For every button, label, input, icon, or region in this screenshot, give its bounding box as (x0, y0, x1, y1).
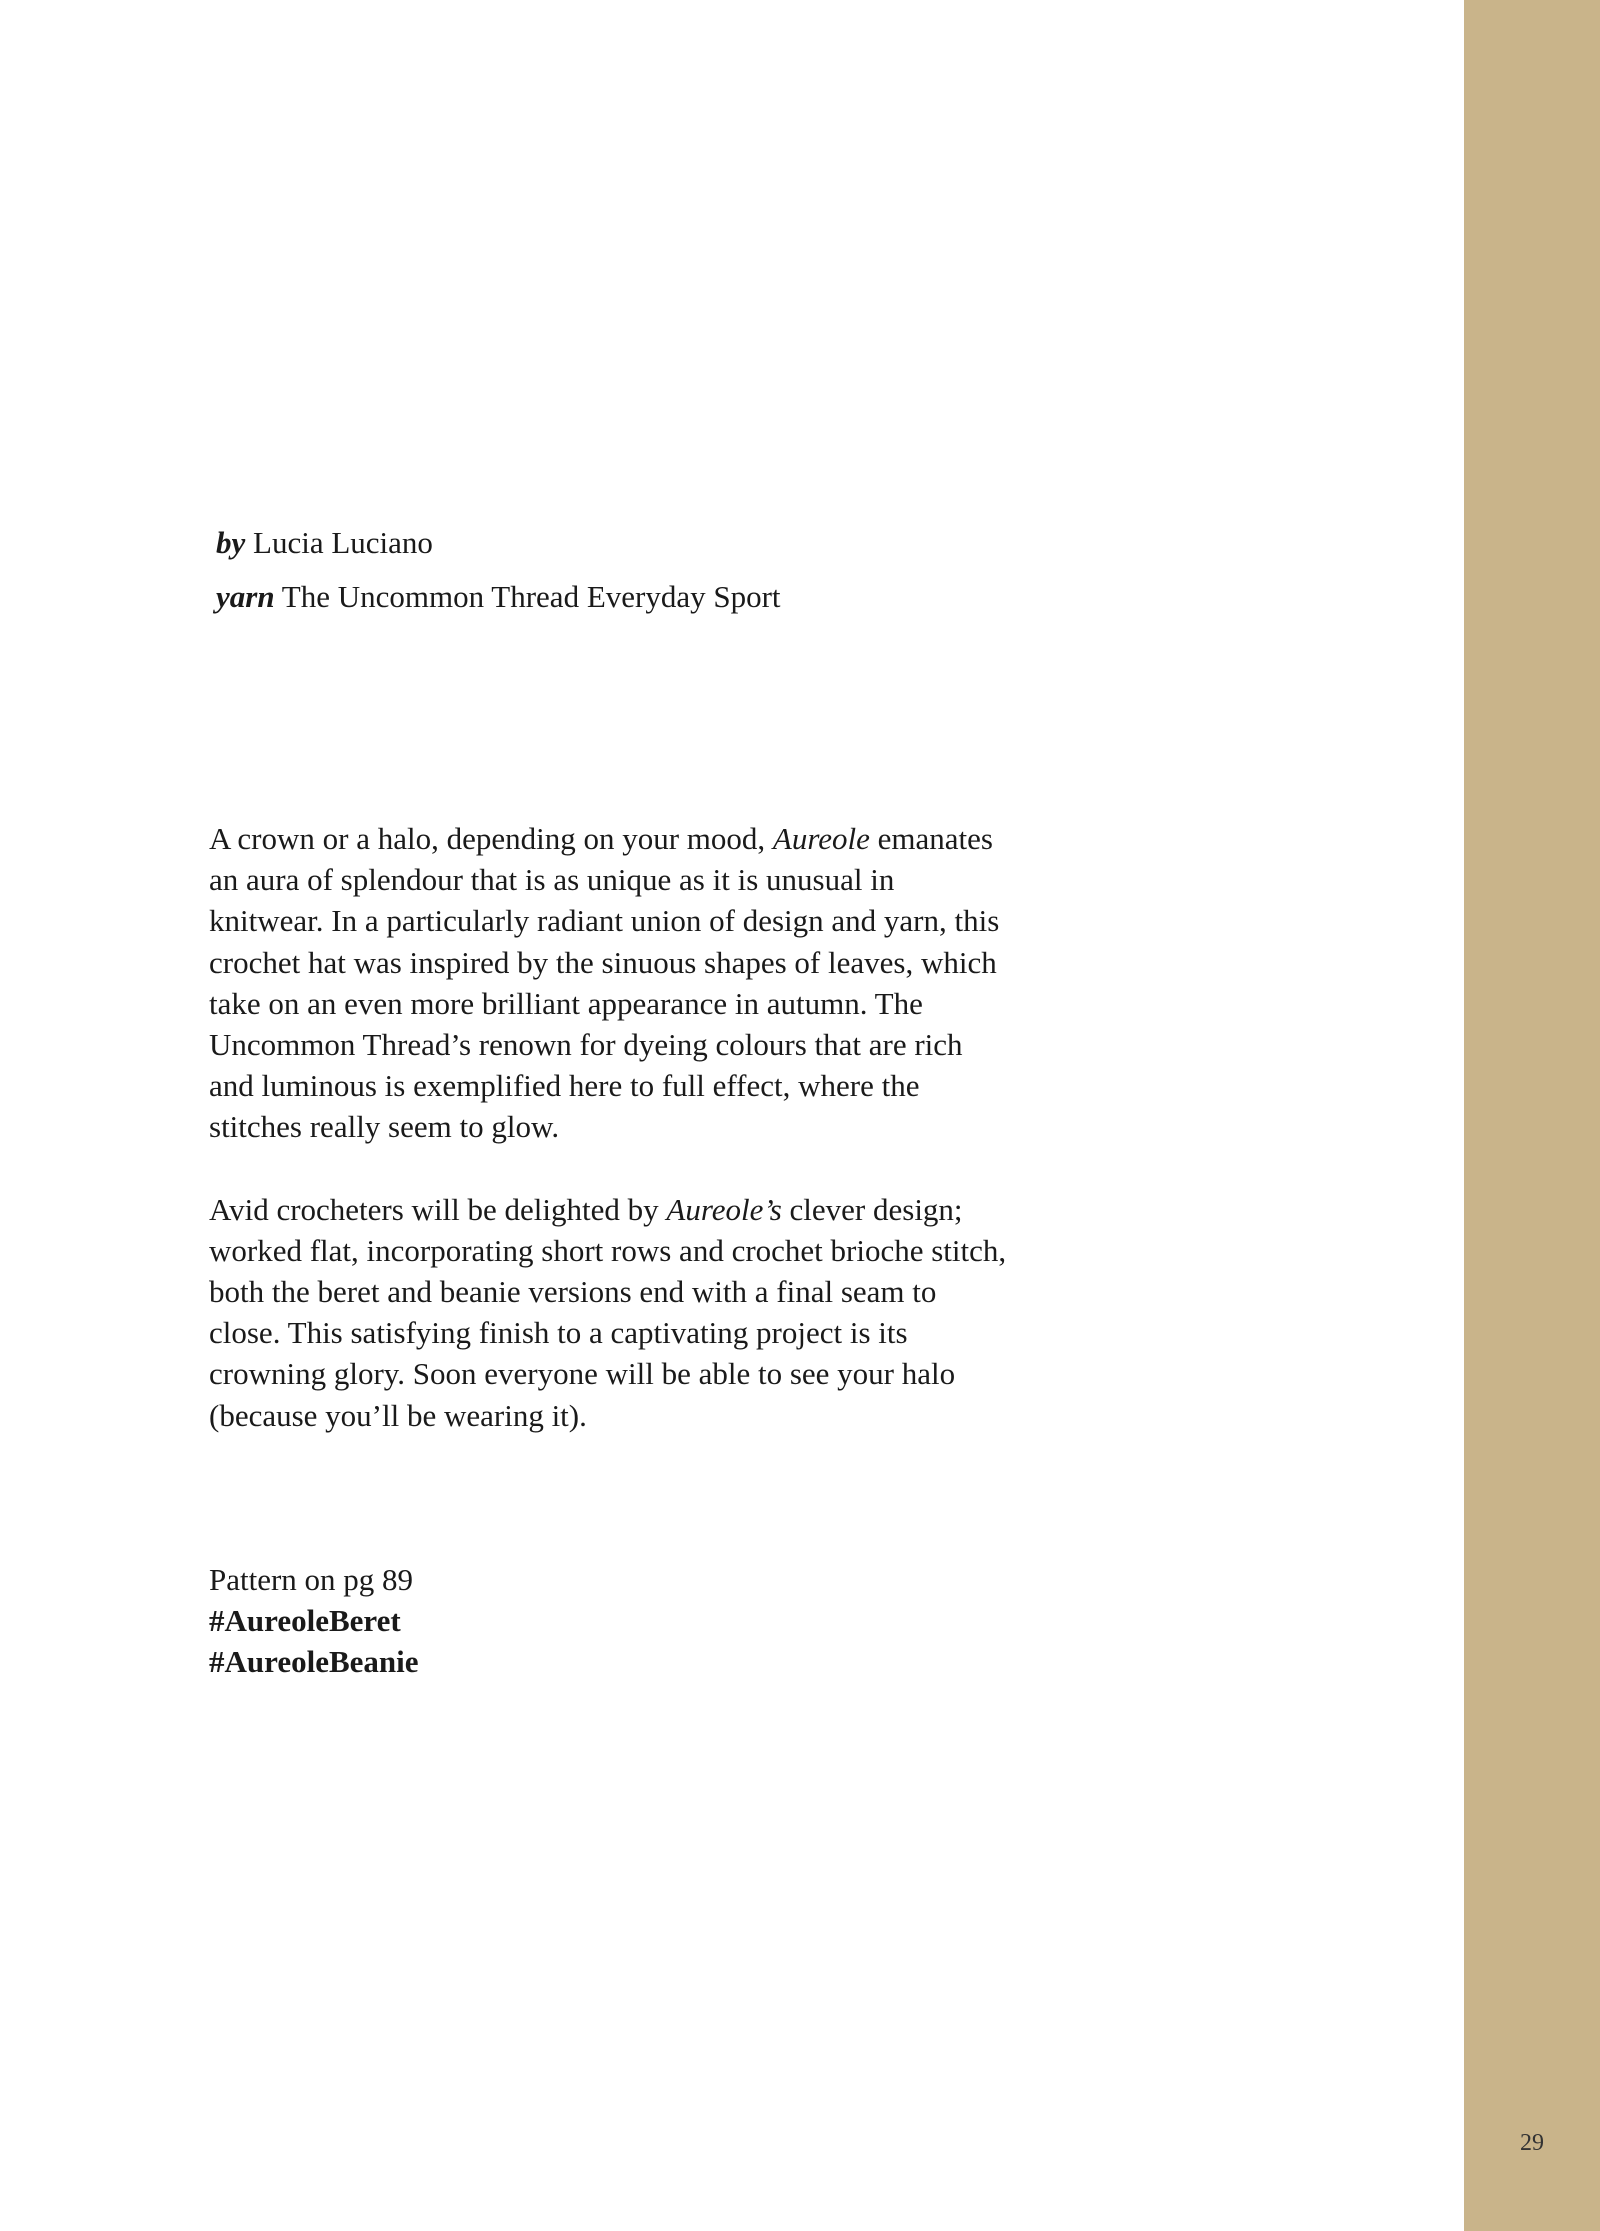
paragraph-1 (209, 818, 1009, 1148)
by-label: by (216, 525, 246, 560)
author-name: Lucia Luciano (253, 525, 433, 560)
page-number: 29 (1520, 2130, 1544, 2156)
yarn-name: The Uncommon Thread Everyday Sport (281, 579, 781, 614)
p2-text-end: clever design; worked flat, incorporating short rows and crochet brioche stitch, both the beret and beanie versions end with a final seam to close. This satisfying finish to a captivating project is its crowning glory. Soon everyone will be able to see your halo (because you’ll be wearing it). (209, 1191, 1007, 1433)
author-line (216, 516, 781, 570)
p2-text-start: Avid crocheters will be delighted by (209, 1191, 659, 1227)
yarn-label: yarn (216, 579, 275, 614)
pattern-reference: Pattern on pg 89 (209, 1562, 414, 1597)
article-body (209, 818, 1009, 1436)
p1-title-italic: Aureole (772, 821, 870, 856)
yarn-line (216, 570, 781, 624)
credits-block (216, 516, 781, 624)
pattern-footer (209, 1559, 419, 1683)
p1-text-end: emanates an aura of splendour that is as unique as it is unusual in knitwear. In a particularly radiant union of design and yarn, this crochet hat was inspired by the sinuous shapes of leaves, which take on an even more brilliant appearance in autumn. The Uncommon Thread’s renown for dyeing colours that are rich and luminous is exemplified here to full effect, where the stitches really seem to glow. (209, 821, 1000, 1145)
hashtag-beanie: #AureoleBeanie (209, 1644, 419, 1680)
hashtag-beret: #AureoleBeret (209, 1603, 401, 1639)
paragraph-2 (209, 1189, 1009, 1436)
p1-text-start: A crown or a halo, depending on your mood, (209, 821, 766, 856)
p2-title-italic: Aureole’s (666, 1191, 782, 1227)
side-color-band (1464, 0, 1600, 2231)
